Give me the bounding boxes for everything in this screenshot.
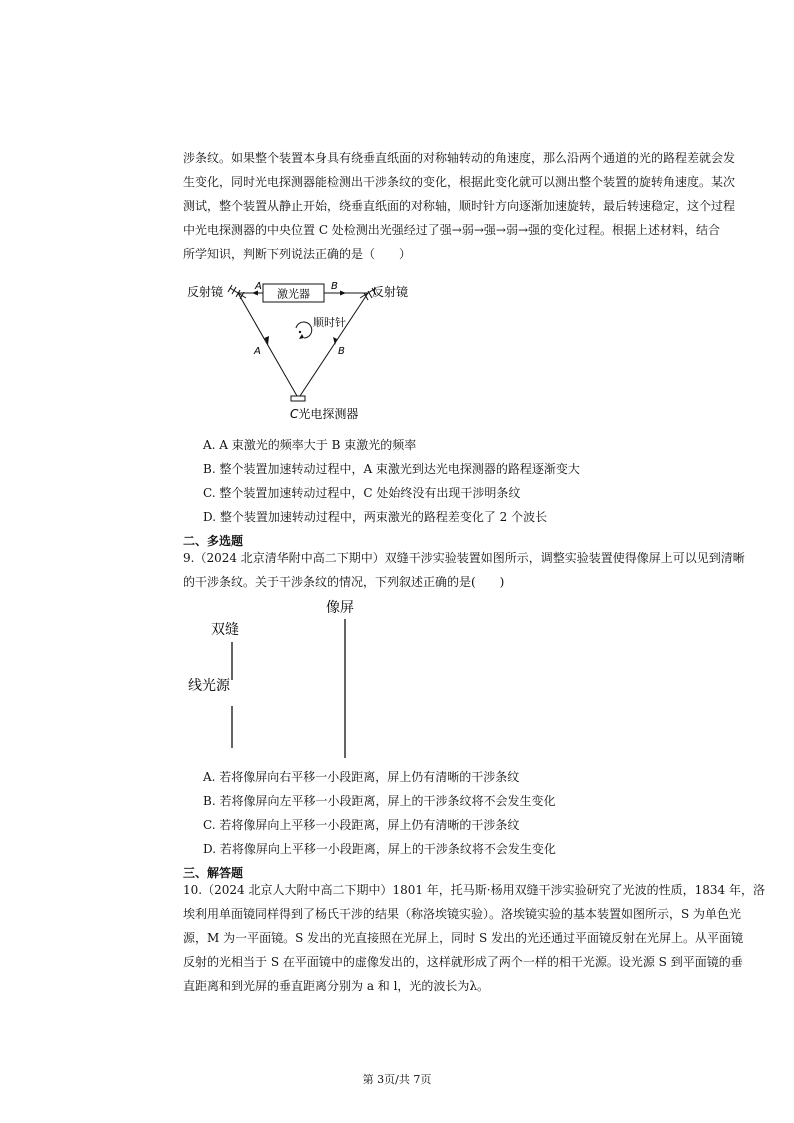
detector-name: 光电探测器 [298, 407, 359, 421]
detector-letter: C [290, 407, 299, 421]
text-line: 的干涉条纹。关于干涉条纹的情况，下列叙述正确的是( ) [183, 575, 505, 589]
q8-option-c: C. 整个装置加速转动过程中，C 处始终没有出现干涉明条纹 [203, 486, 521, 500]
mirror-right-label: 反射镜 [372, 285, 409, 299]
text-line: 测试，整个装置从静止开始，绕垂直纸面的对称轴，顺时针方向逐渐加速旋转，最后转速稳定，这个过程 [183, 199, 736, 213]
text-line: 中光电探测器的中央位置 C 处检测出光强经过了强→弱→强→弱→强的变化过程。根据上述材料，结合 [183, 223, 721, 237]
q8-option-b: B. 整个装置加速转动过程中，A 束激光到达光电探测器的路程逐渐变大 [203, 462, 580, 476]
q10-paragraph [183, 878, 765, 998]
q9-option-d: D. 若将像屏向上平移一小段距离，屏上的干涉条纹将不会发生变化 [203, 842, 556, 856]
slits-label: 双缝 [211, 622, 239, 638]
text-line: 源，M 为一平面镜。S 发出的光直接照在光屏上，同时 S 发出的光还通过平面镜反射在光屏上。从平面镜 [183, 931, 743, 945]
text-line: 生变化，同时光电探测器能检测出干涉条纹的变化，根据此变化就可以测出整个装置的旋转角速度。某次 [183, 175, 736, 189]
section-heading-answer: 三、解答题 [183, 866, 244, 880]
q9-diagram [180, 594, 380, 764]
q9-option-c: C. 若将像屏向上平移一小段距离，屏上仍有清晰的干涉条纹 [203, 818, 520, 832]
beam-a-side-label: A [254, 346, 261, 357]
text-line: 10.（2024 北京人大附中高二下期中）1801 年，托马斯·杨用双缝干涉实验研究了光波的性质，1834 年，洛 [183, 883, 765, 897]
page-number: 第 3页/共 7页 [362, 1073, 432, 1086]
q8-diagram [180, 272, 420, 432]
q8-paragraph [183, 146, 736, 266]
mirror-left-label: 反射镜 [187, 285, 224, 299]
q8-option-d: D. 整个装置加速转动过程中，两束激光的路程差变化了 2 个波长 [203, 510, 548, 524]
text-line: 9.（2024 北京清华附中高二下期中）双缝干涉实验装置如图所示，调整实验装置使得像屏上可以见到清晰 [183, 551, 745, 565]
detector-label [290, 406, 358, 421]
section-heading-multi-choice: 二、多选题 [183, 534, 244, 548]
text-line: 埃利用单面镜同样得到了杨氏干涉的结果（称洛埃镜实验）。洛埃镜实验的基本装置如图所示，S 为单色光 [183, 907, 742, 921]
beam-b-side-label: B [338, 346, 345, 357]
rotation-label: 顺时针 [313, 316, 346, 329]
text-line: 直距离和到光屏的垂直距离分别为 a 和 l，光的波长为λ。 [183, 979, 490, 993]
text-line: 所学知识，判断下列说法正确的是（ ） [183, 247, 412, 261]
clockwise-arrow-icon [296, 322, 312, 338]
laser-label: 激光器 [277, 287, 310, 301]
left-mirror-icon [228, 285, 246, 299]
beam-a-top-label: A [255, 281, 262, 292]
text-line: 反射的光相当于 S 在平面镜中的虚像发出的，这样就形成了两个一样的相干光源。设光源 S 到平面镜的垂 [183, 955, 743, 969]
source-label: 线光源 [188, 678, 230, 694]
detector-box [291, 396, 305, 401]
q9-paragraph [183, 546, 745, 594]
q8-option-a: A. A 束激光的频率大于 B 束激光的频率 [203, 438, 417, 452]
q9-option-b: B. 若将像屏向左平移一小段距离，屏上的干涉条纹将不会发生变化 [203, 794, 556, 808]
q9-option-a: A. 若将像屏向右平移一小段距离，屏上仍有清晰的干涉条纹 [203, 770, 520, 784]
beam-b-top-label: B [331, 281, 338, 292]
text-line: 涉条纹。如果整个装置本身具有绕垂直纸面的对称轴转动的角速度，那么沿两个通道的光的路程差就会发 [183, 151, 736, 165]
screen-label: 像屏 [326, 600, 354, 616]
